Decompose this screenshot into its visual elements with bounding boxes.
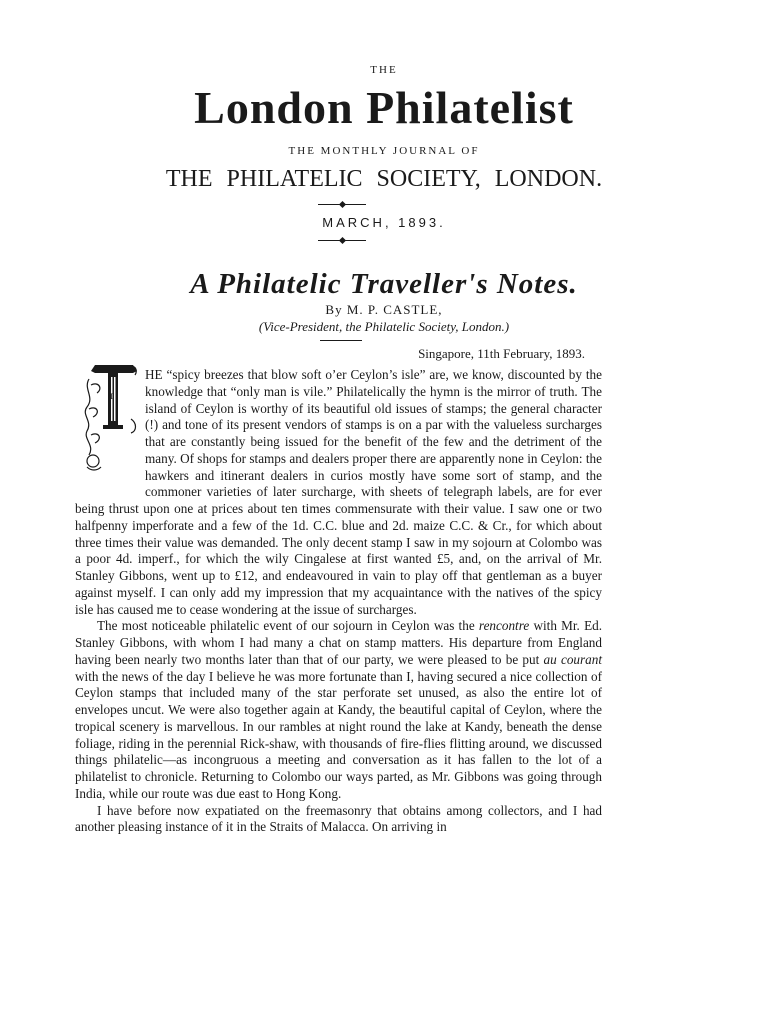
masthead-the: THE [370, 64, 398, 76]
society-name: THE PHILATELIC SOCIETY, LONDON. [165, 166, 603, 192]
article-byline: By M. P. CASTLE, [325, 302, 443, 317]
italic-rencontre: rencontre [478, 618, 530, 634]
article-title: A Philatelic Traveller's Notes. [190, 268, 578, 300]
dropcap-letter: T [109, 392, 114, 401]
dateline: Singapore, 11th February, 1893. [418, 346, 585, 361]
paragraph-2-text-c: with the news of the day I believe he was more fortunate than I, having secured a nice collection of Ceylon stamps that included many of the star perforate set unused, as also the entire lot of envelopes uncut. We were also together again at Kandy, the beautiful capital of Ceylon, where the tropical scenery is marvellous. In our rambles at night round the lake at Kandy, beneath the dense foliage, riding in the perennial Rick-shaw, with thousands of fire-flies flitting around, we discussed things philatelic—as incongruous a meeting and conversation as it has fallen to the lot of a philatelist to chronicle. Returning to Colombo our ways parted, as Mr. Gibbons was going through India, while our route was due east to Hong Kong. [75, 668, 602, 801]
italic-au-courant: au courant [543, 651, 602, 667]
author-role: (Vice-President, the Philatelic Society, London.) [258, 319, 510, 334]
paragraph-2 [75, 618, 602, 802]
paragraph-3: I have before now expatiated on the freemasonry that obtains among collectors, and I had another pleasing instance of it in the Straits of Malacca. On arriving in [75, 802, 602, 835]
journal-subtitle: THE MONTHLY JOURNAL OF [288, 145, 480, 157]
dropcap-space [75, 367, 145, 485]
journal-masthead: London Philatelist [194, 82, 574, 133]
ornament-diamond-bottom [339, 237, 346, 244]
article-body [75, 367, 602, 836]
byline-rule [320, 340, 362, 341]
paragraph-1-text: HE “spicy breezes that blow soft o’er Ceylon’s isle” are, we know, discounted by the knowledge that “only man is vile.” Philatelically the hymn is the mirror of truth. The island of Ceylon is worthy of its beautiful old issues of stamps; the general character (!) and tone of its present vendors of stamps is on a par with the valueless surcharges that are constantly being issued for the benefit of the few and the detriment of the many. Of shops for stamps and dealers proper there are apparently none in Ceylon: the hawkers and itinerant dealers in curios mostly have some sort of stamp, and the commoner varieties of later surcharge, with sheets of telegraph labels, are for ever being thrust upon one at prices about ten times commensurate with their value. I saw one or two halfpenny imperforate and a few of the 1d. C.C. blue and 2d. maize C.C. & Cr., for which about three times their value was demanded. The only decent stamp I saw in my sojourn at Colombo was a poor 4d. imperf., for which the wily Cingalese at first wanted £5, and, on the arrival of Mr. Stanley Gibbons, went up to £12, and endeavoured in vain to play off that gentleman as a buyer against myself. I can only add my impression that my acquaintance with the natives of the spicy isle has caused me to cease wondering at the issue of surcharges. [75, 367, 602, 617]
paragraph-2-text-b: with Mr. Ed. Stanley Gibbons, with whom I had many a chat on stamp matters. His departure from England having been nearly two months later than that of our party, we were pleased to be put [75, 618, 603, 667]
paragraph-2-text-a: The most noticeable philatelic event of our sojourn in Ceylon was the [97, 618, 475, 634]
paragraph-1 [75, 367, 602, 618]
issue-date: MARCH, 1893. [322, 215, 446, 230]
ornament-diamond-top [339, 201, 346, 208]
